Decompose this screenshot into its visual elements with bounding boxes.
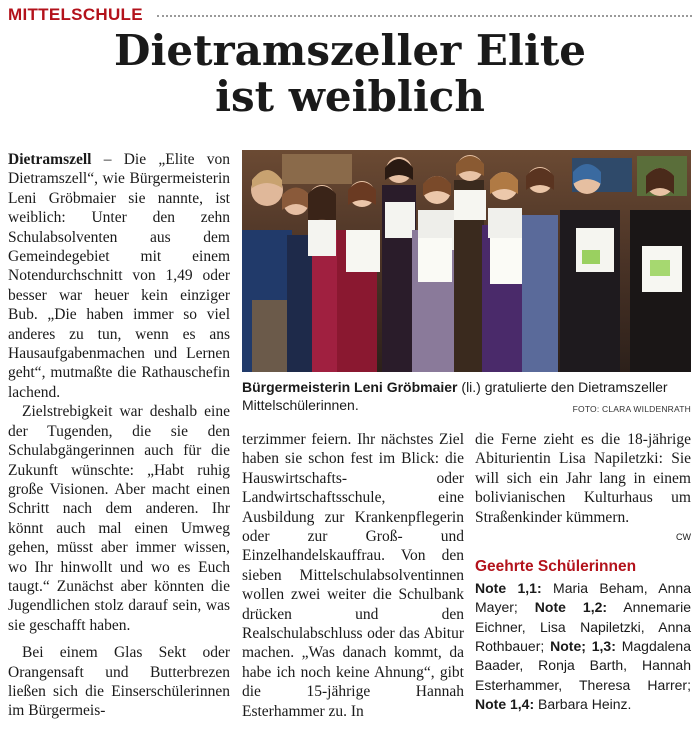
article-paragraph: die Ferne zieht es die 18-jährige Abiturientin Lisa Napiletzki: Sie will sich ein Jahr lang in einem bolivianischen Kulturhaus um Straßenkinder kümmern.	[475, 431, 691, 526]
caption-text: (li.) gratulierte den Dietramszeller Mittelschülerinnen.	[242, 379, 668, 413]
dateline: Dietramszell	[8, 151, 92, 168]
grade-label: Note 1,4:	[475, 696, 535, 713]
article-paragraph: Zielstrebigkeit war deshalb eine der Tugenden, die sie den Schulabgängerinnen auch für die Zukunft wünschte: „Habt ruhig große Visionen. Aber macht einen Schritt nach dem anderen. Ihr könnt auch mal einen Umweg gehen, müsst aber immer wissen, wo Ihr hinwollt und wo es Euch taugt.“ Zunächst aber könnten die Jugendlichen stolz darauf sein, was sie geschafft haben.	[8, 403, 230, 634]
section-divider	[157, 15, 692, 17]
honors-title: Geehrte Schülerinnen	[475, 558, 637, 576]
honors-list	[475, 579, 691, 715]
headline-line-1: Dietramszeller Elite	[114, 26, 586, 75]
headline-line-2: ist weiblich	[215, 72, 485, 121]
author-initials: CW	[676, 532, 691, 543]
group-photo	[242, 150, 691, 372]
photo-credit: FOTO: CLARA WILDENRATH	[572, 404, 691, 414]
article-paragraph	[8, 150, 230, 402]
article-paragraph: Bei einem Glas Sekt oder Orangensaft und Butterbrezen ließen sich die Einserschülerinnen im Bürgermeis-	[8, 644, 230, 720]
grade-label: Note 1,1:	[475, 579, 542, 596]
paragraph-text: – Die „Elite von Dietramszell“, wie Bürgermeisterin Leni Gröbmaier sie nannte, ist weiblich: Unter den zehn Schulabsolventen aus dem Gemeindegebiet mit einem Notendurchschnitt von 1,49 oder besser war heuer kein einziger Bub. „Die haben immer so viel anderes zu tun, wenn es ans Hausaufgabenmachen und Lernen geht“, mutmaßte die Rathauschefin lachend.	[8, 151, 230, 401]
section-header	[8, 4, 692, 26]
section-label: MITTELSCHULE	[8, 5, 143, 24]
grade-names: Barbara Heinz.	[534, 696, 632, 713]
grade-names: Magdalena Baader, Ronja Barth, Hannah Esterhammer, Theresa Harrer;	[475, 638, 691, 693]
grade-names: Maria Beham, Anna Mayer;	[475, 579, 691, 616]
caption-bold: Bürgermeisterin Leni Gröbmaier	[242, 379, 458, 395]
grade-label: Note 1,2:	[534, 599, 608, 616]
grade-names: Annemarie Eichner, Lisa Napiletzki, Anna Rothbauer;	[475, 599, 691, 655]
article-column-1	[8, 150, 230, 721]
article-column-2	[242, 430, 464, 721]
headline	[0, 28, 700, 120]
grade-label: Note; 1,3:	[550, 638, 616, 655]
article-column-3	[475, 430, 691, 715]
article-paragraph: terzimmer feiern. Ihr nächstes Ziel haben sie schon fest im Blick: die Hauswirtschafts- oder Landwirtschaftsschule, eine Ausbildung zur Krankenpflegerin oder zur Groß- und Einzelhandelskauffrau. Von den sieben Mittelschulabsolventinnen wollen zwei weiter die Schulbank drücken und den Realschulabschluss oder das Abitur machen. „Was danach kommt, da habe ich noch keine Ahnung“, gibt die 15-jährige Hannah Esterhammer zu. In	[242, 431, 464, 720]
